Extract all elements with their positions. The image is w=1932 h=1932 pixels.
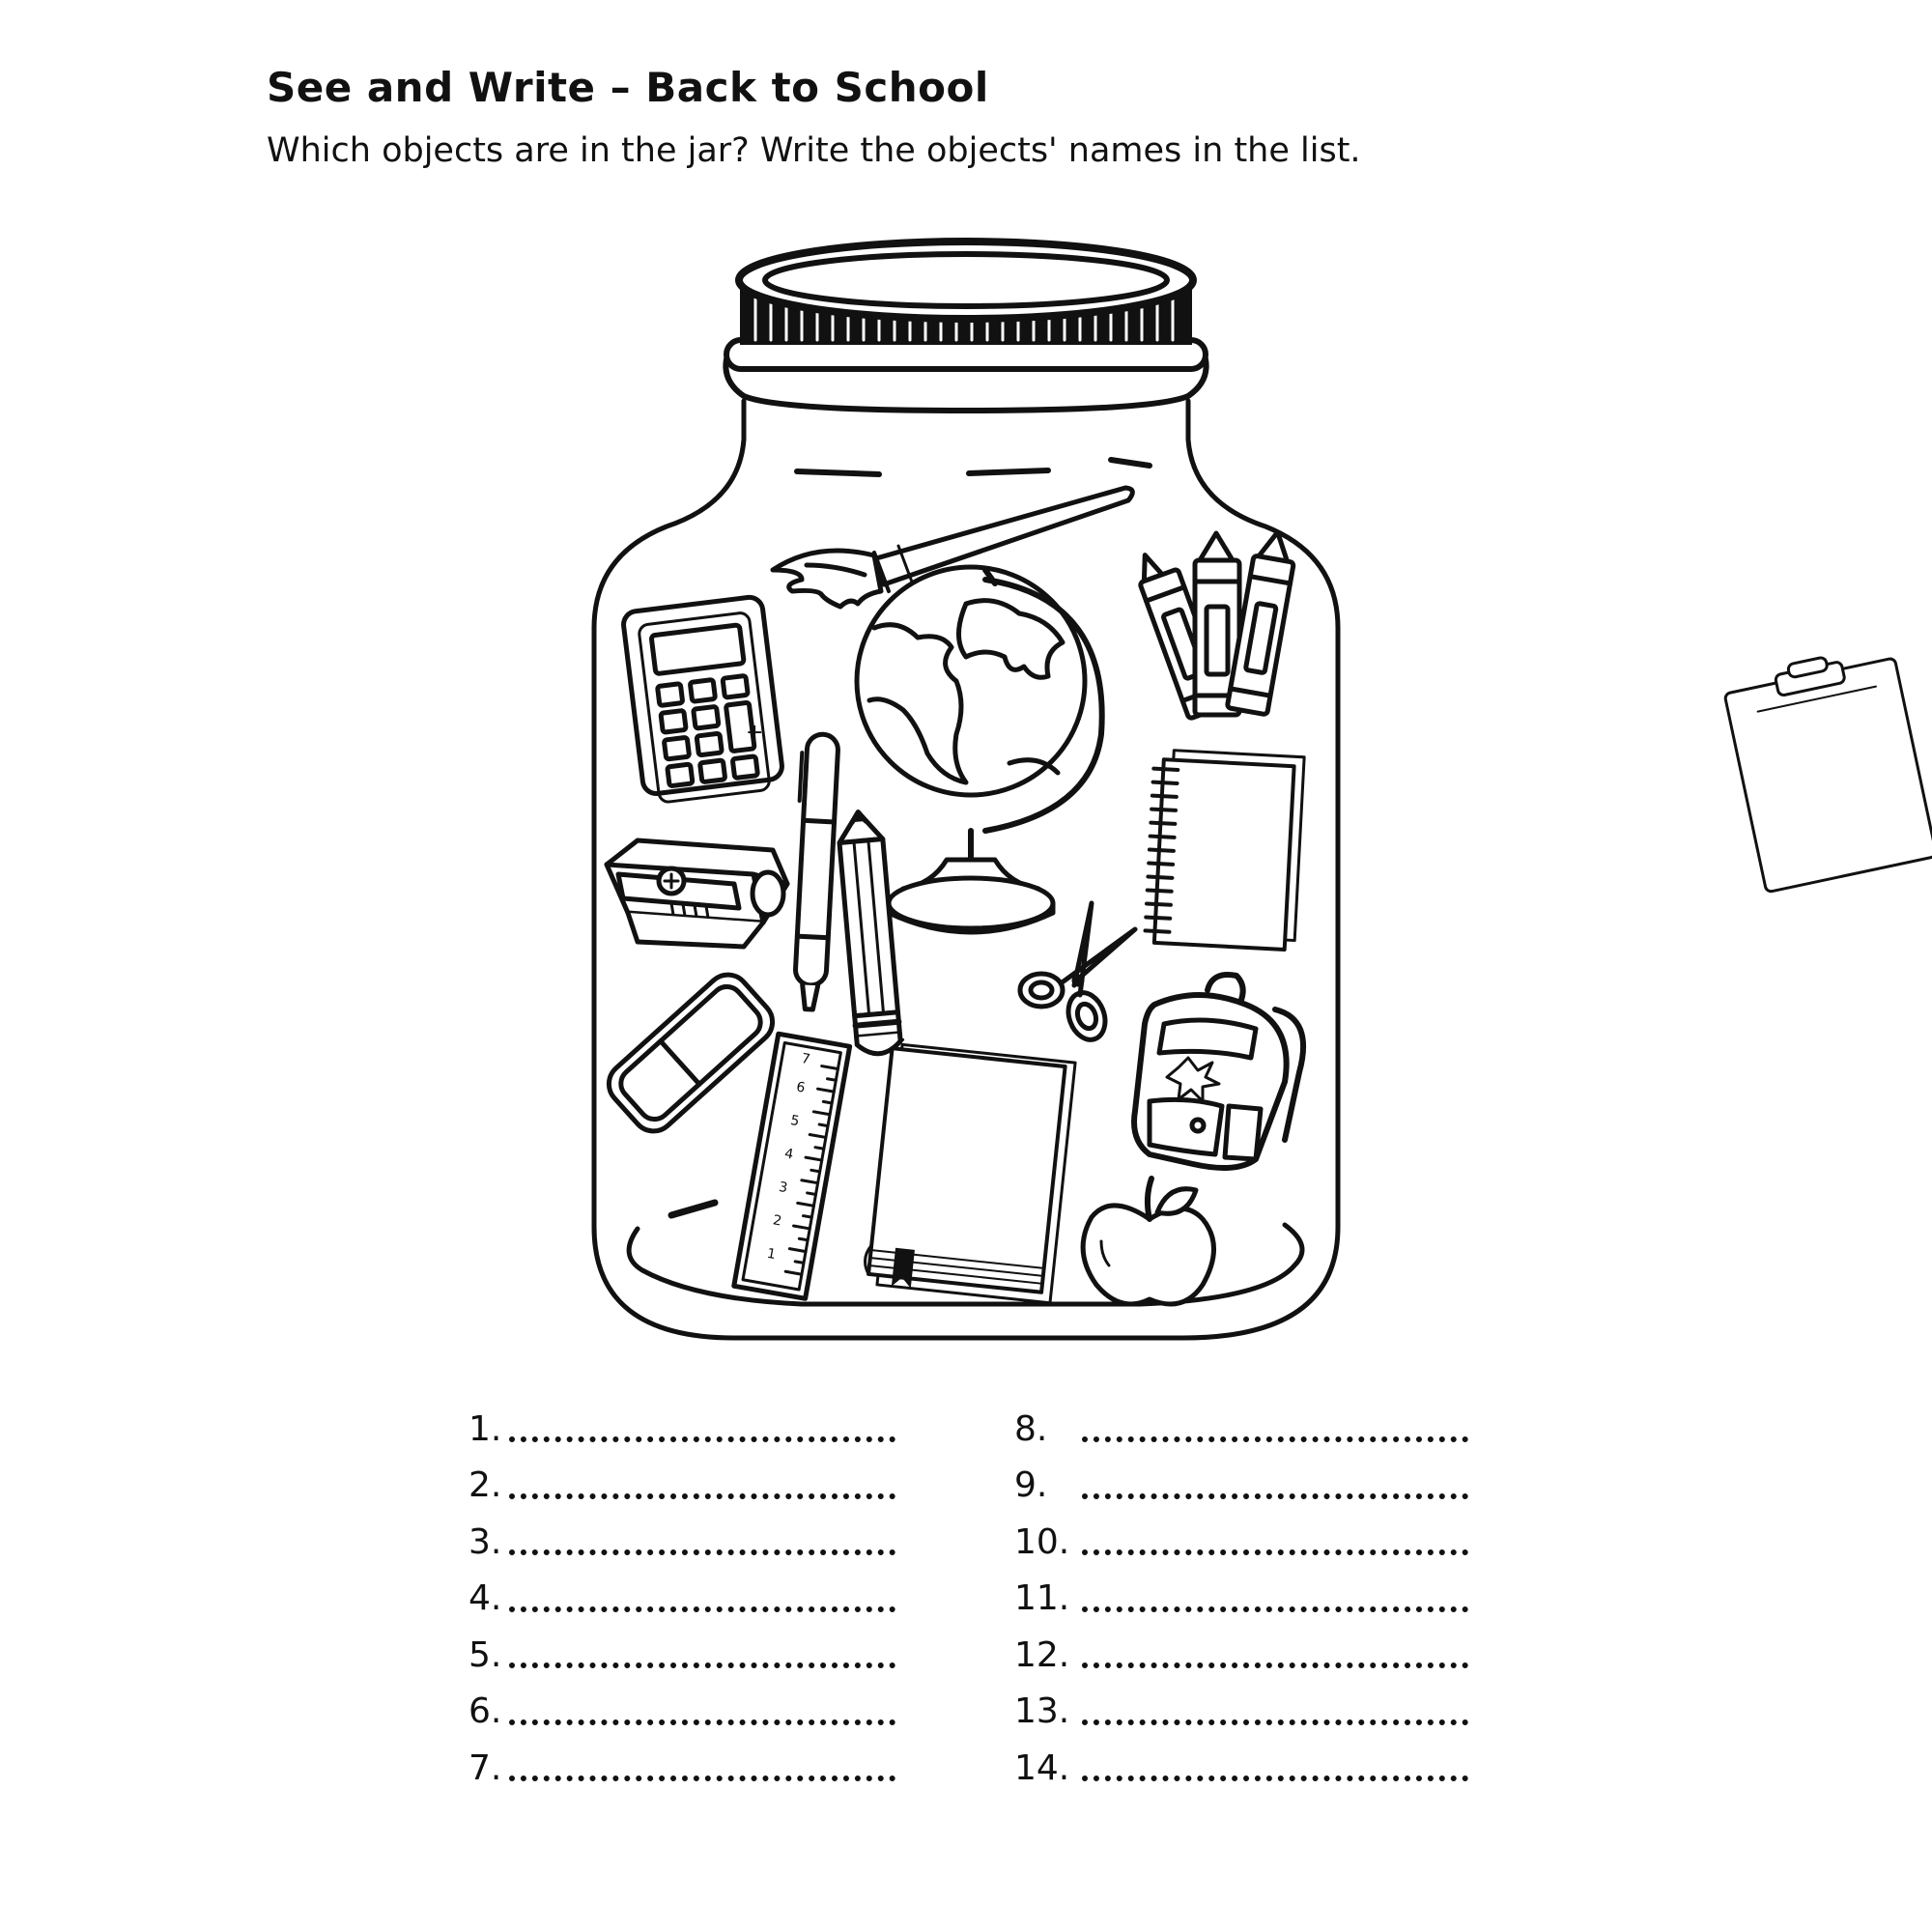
worksheet-title: See and Write – Back to School [267,64,989,111]
worksheet-instruction: Which objects are in the jar? Write the objects' names in the list. [267,131,1361,170]
answer-row [469,1684,923,1741]
pencil-icon [837,810,901,1056]
answer-column-left [469,1401,923,1797]
crayons-icon [1131,528,1298,719]
answer-number: 14. [1014,1747,1070,1788]
answer-number: 8. [1014,1408,1048,1449]
answer-row [469,1514,923,1571]
jar-lid [725,242,1206,411]
apple-icon [1083,1179,1213,1304]
ruler-mark: 6 [795,1079,807,1096]
ruler-mark: 4 [782,1146,795,1163]
answer-number: 9. [1014,1465,1048,1506]
answer-blank[interactable] [1082,1493,1468,1499]
answer-blank[interactable] [509,1662,895,1668]
answer-blank[interactable] [1082,1776,1468,1781]
answer-number: 1. [469,1408,502,1449]
globe-icon [857,567,1102,932]
ruler-mark: 5 [789,1112,801,1130]
answer-number: 2. [469,1465,502,1506]
notebook-icon [1145,750,1304,951]
book-icon [863,1038,1076,1303]
sharpener-icon [607,840,787,947]
answer-number: 7. [469,1747,502,1788]
answer-row [469,1740,923,1797]
answer-row [1014,1514,1468,1571]
answer-row [469,1401,923,1458]
answer-blank[interactable] [509,1719,895,1725]
answer-number: 3. [469,1521,502,1562]
backpack-icon [1134,975,1303,1168]
pen-icon [788,733,838,1010]
ruler-mark: 3 [777,1179,789,1197]
ruler-mark: 2 [771,1212,783,1230]
answer-number: 12. [1014,1634,1070,1675]
scissors-icon [1020,903,1135,1045]
answer-blank[interactable] [509,1606,895,1612]
answer-blank[interactable] [509,1436,895,1442]
answer-blank[interactable] [1082,1606,1468,1612]
answer-number: 13. [1014,1691,1070,1732]
answer-number: 5. [469,1634,502,1675]
answer-column-right [1014,1401,1468,1797]
answer-blank[interactable] [509,1776,895,1781]
answer-list [469,1401,1468,1797]
ruler-mark: 7 [800,1050,811,1068]
answer-blank[interactable] [509,1493,895,1499]
answer-row [469,1627,923,1684]
answer-number: 4. [469,1578,502,1619]
answer-blank[interactable] [1082,1436,1468,1442]
answer-blank[interactable] [1082,1662,1468,1668]
calculator-plus-key: + [746,721,764,745]
answer-row [1014,1458,1468,1515]
answer-blank[interactable] [1082,1549,1468,1555]
answer-row [1014,1401,1468,1458]
clipboard-icon [1721,642,1932,892]
answer-blank[interactable] [509,1549,895,1555]
ruler-icon [734,1034,850,1298]
answer-row [1014,1571,1468,1628]
answer-number: 10. [1014,1521,1070,1562]
answer-row [1014,1684,1468,1741]
answer-row [469,1458,923,1515]
calculator-icon [622,596,784,805]
answer-row [1014,1740,1468,1797]
answer-row [1014,1627,1468,1684]
answer-number: 6. [469,1691,502,1732]
answer-row [469,1571,923,1628]
answer-number: 11. [1014,1578,1070,1619]
answer-blank[interactable] [1082,1719,1468,1725]
eraser-icon [600,966,781,1140]
ruler-mark: 1 [765,1245,778,1264]
